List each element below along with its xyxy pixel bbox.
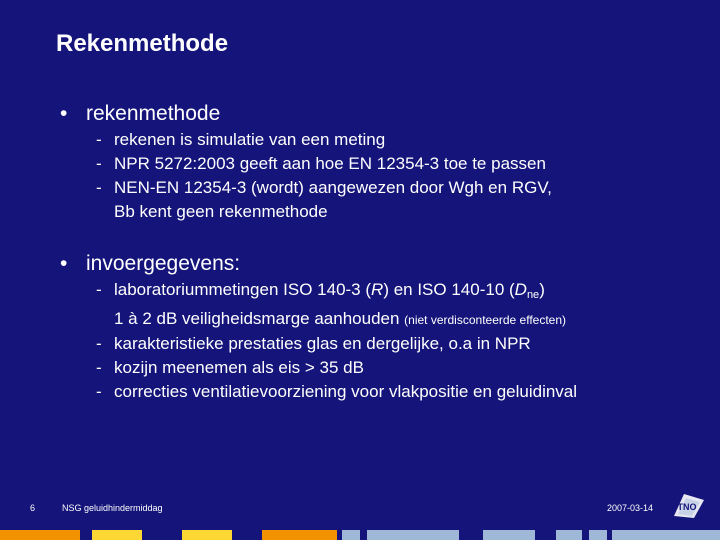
tno-logo-icon	[670, 490, 706, 520]
bullet-label: invoergegevens:	[86, 252, 241, 275]
footer-stripe-orange	[262, 530, 337, 540]
footer-stripe-lightblue	[589, 530, 607, 540]
slide-title: Rekenmethode	[56, 30, 229, 57]
footer-stripe-lightblue	[612, 530, 720, 540]
list-item: - NEN-EN 12354-3 (wordt) aangewezen door Wgh en RGV,	[96, 178, 552, 197]
footer-stripe-orange	[0, 530, 80, 540]
list-item: - karakteristieke prestaties glas en dergelijke, o.a in NPR	[96, 334, 531, 353]
list-item: - laboratoriummetingen ISO 140-3 (R) en ISO 140-10 $(D_{ne})$	[96, 280, 545, 301]
sub-list-invoergegevens	[96, 278, 577, 404]
footer-stripe-lightblue	[367, 530, 459, 540]
bullet-dot: •	[60, 102, 68, 125]
bullet-label: rekenmethode	[86, 102, 221, 125]
footer-stripe-yellow	[182, 530, 232, 540]
footer-stripe-lightblue	[556, 530, 582, 540]
list-item: - rekenen is simulatie van een meting	[96, 130, 386, 149]
footer-stripe-lightblue	[342, 530, 360, 540]
list-item-continuation: 1 à 2 dB veiligheidsmarge aanhouden (niet verdisconteerde effecten)	[114, 309, 567, 328]
list-item: - NPR 5272:2003 geeft aan hoe EN 12354-3 toe te passen	[96, 154, 546, 173]
list-item: - kozijn meenemen als eis > 35 dB	[96, 358, 364, 377]
bullet-invoergegevens	[60, 252, 240, 276]
footer-stripe-yellow	[92, 530, 142, 540]
footer-stripe-lightblue	[483, 530, 535, 540]
footer-date: 2007-03-14	[607, 503, 654, 513]
sub-list-rekenmethode	[96, 128, 552, 224]
bullet-dot: •	[60, 252, 68, 275]
bullet-rekenmethode	[60, 102, 220, 126]
svg-text:TNO: TNO	[677, 502, 697, 512]
footer-event: NSG geluidhindermiddag	[62, 503, 163, 513]
page-number: 6	[30, 503, 36, 513]
list-item: - correcties ventilatievoorziening voor vlakpositie en geluidinval	[96, 382, 578, 401]
list-item-continuation: Bb kent geen rekenmethode	[114, 202, 328, 221]
